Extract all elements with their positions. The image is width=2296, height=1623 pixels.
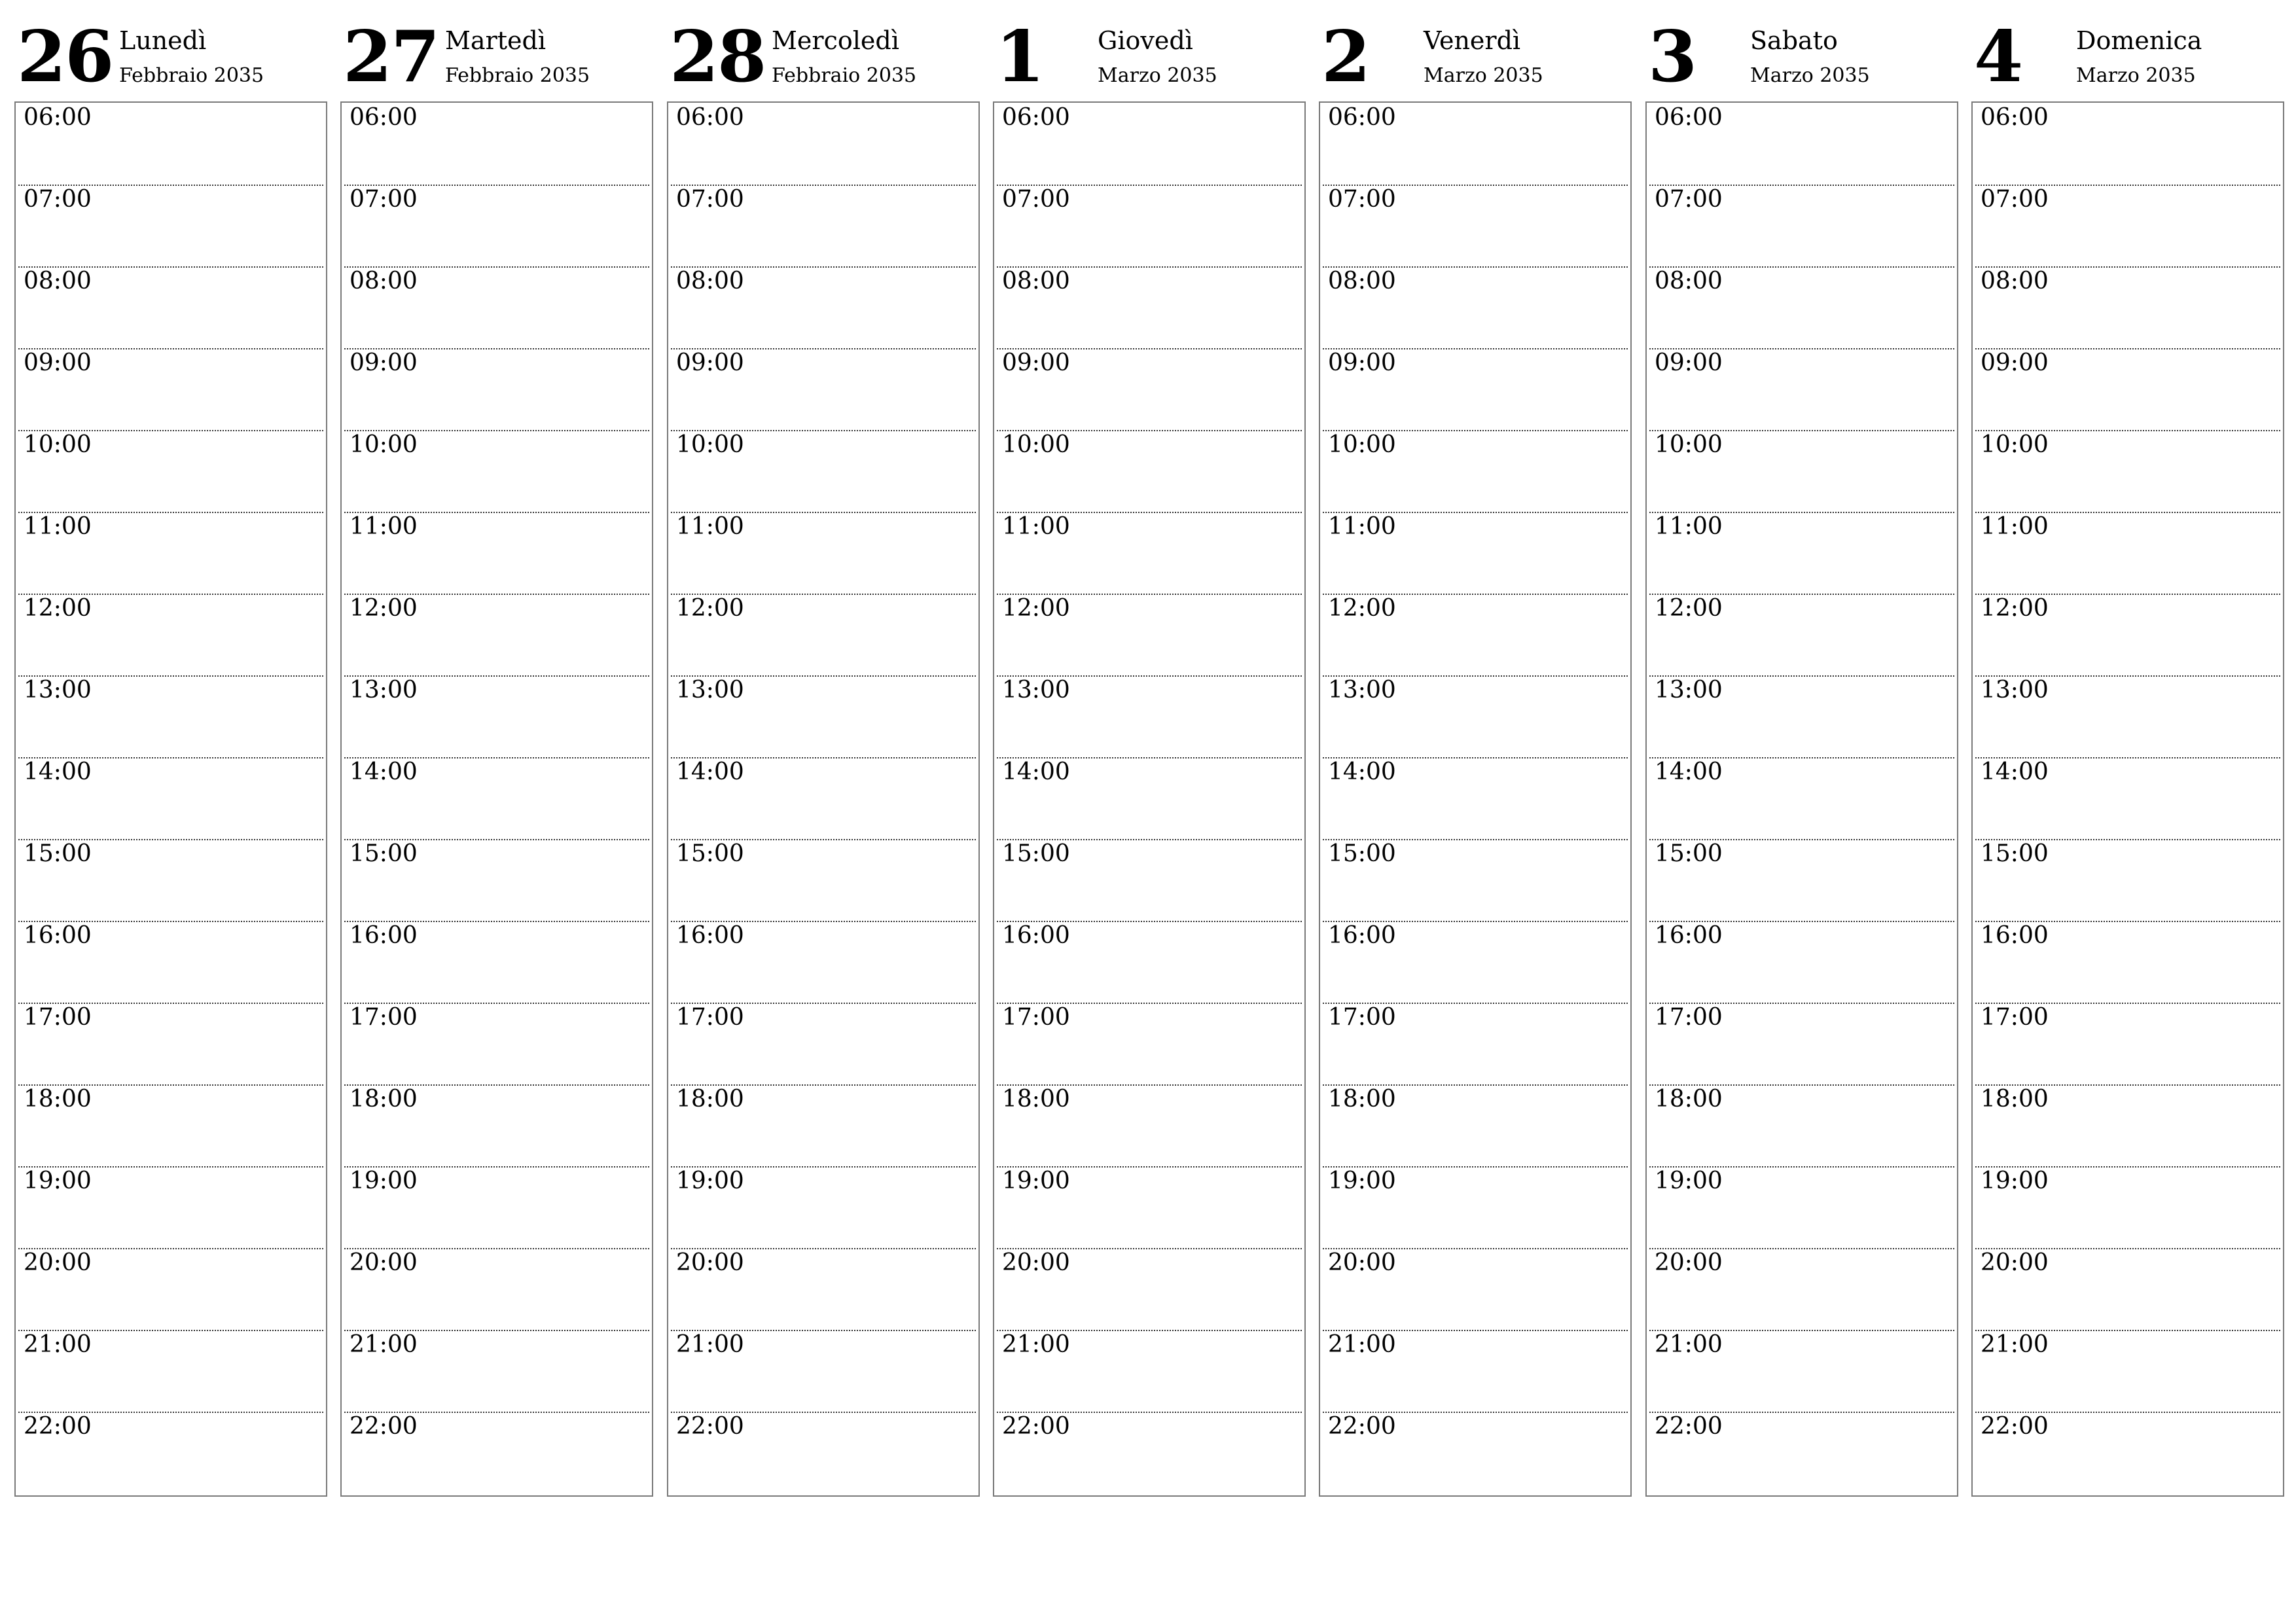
hour-label: 18:00 bbox=[1002, 1086, 1070, 1113]
hour-slot[interactable] bbox=[1647, 921, 1957, 1003]
hour-slot[interactable] bbox=[994, 103, 1304, 185]
hour-label: 13:00 bbox=[350, 677, 418, 704]
hour-slot[interactable] bbox=[668, 348, 978, 430]
hour-slot[interactable] bbox=[16, 266, 326, 348]
hour-label: 11:00 bbox=[676, 513, 744, 540]
hour-slot[interactable] bbox=[342, 1003, 652, 1084]
hour-label: 14:00 bbox=[676, 758, 744, 785]
hour-slot[interactable] bbox=[1320, 103, 1630, 185]
hour-slot[interactable] bbox=[342, 675, 652, 757]
hour-slot[interactable] bbox=[668, 266, 978, 348]
hour-slot[interactable] bbox=[1973, 185, 2283, 266]
hour-label: 06:00 bbox=[676, 104, 744, 131]
hour-label: 14:00 bbox=[1002, 758, 1070, 785]
hour-slot[interactable] bbox=[1973, 1330, 2283, 1412]
hour-slot[interactable] bbox=[1973, 1003, 2283, 1084]
hour-slot[interactable] bbox=[1973, 594, 2283, 675]
day-name: Sabato bbox=[1750, 26, 1838, 55]
hour-slot[interactable] bbox=[1647, 1003, 1957, 1084]
hour-label: 09:00 bbox=[350, 349, 418, 376]
hour-label: 21:00 bbox=[1328, 1331, 1396, 1358]
hour-label: 06:00 bbox=[24, 104, 92, 131]
hour-label: 20:00 bbox=[350, 1249, 418, 1276]
hour-slot[interactable] bbox=[342, 348, 652, 430]
hour-slot[interactable] bbox=[342, 1248, 652, 1330]
hour-slot[interactable] bbox=[1647, 1166, 1957, 1248]
day-hour-grid bbox=[1645, 101, 1958, 1497]
hour-label: 07:00 bbox=[1981, 186, 2049, 213]
hour-slot[interactable] bbox=[1973, 921, 2283, 1003]
hour-slot[interactable] bbox=[1320, 757, 1630, 839]
hour-label: 22:00 bbox=[24, 1413, 92, 1440]
hour-slot[interactable] bbox=[994, 1003, 1304, 1084]
hour-label: 17:00 bbox=[1655, 1004, 1723, 1031]
hour-label: 19:00 bbox=[1655, 1168, 1723, 1194]
hour-label: 09:00 bbox=[1981, 349, 2049, 376]
hour-label: 10:00 bbox=[24, 431, 92, 458]
hour-slot[interactable] bbox=[1973, 266, 2283, 348]
day-number: 27 bbox=[343, 16, 439, 98]
hour-slot[interactable] bbox=[1647, 185, 1957, 266]
hour-slot[interactable] bbox=[1647, 103, 1957, 185]
hour-slot[interactable] bbox=[342, 1412, 652, 1493]
hour-slot[interactable] bbox=[994, 430, 1304, 512]
hour-slot[interactable] bbox=[1973, 348, 2283, 430]
hour-slot[interactable] bbox=[342, 103, 652, 185]
hour-slot[interactable] bbox=[16, 1084, 326, 1166]
hour-label: 18:00 bbox=[24, 1086, 92, 1113]
hour-label: 14:00 bbox=[350, 758, 418, 785]
hour-label: 11:00 bbox=[1655, 513, 1723, 540]
hour-label: 20:00 bbox=[1002, 1249, 1070, 1276]
day-header bbox=[14, 0, 327, 98]
hour-slot[interactable] bbox=[994, 921, 1304, 1003]
hour-slot[interactable] bbox=[994, 1166, 1304, 1248]
hour-label: 11:00 bbox=[1002, 513, 1070, 540]
hour-slot[interactable] bbox=[16, 1248, 326, 1330]
hour-slot[interactable] bbox=[1973, 675, 2283, 757]
hour-label: 12:00 bbox=[676, 595, 744, 622]
day-hour-grid bbox=[1319, 101, 1632, 1497]
hour-slot[interactable] bbox=[1647, 757, 1957, 839]
hour-label: 21:00 bbox=[24, 1331, 92, 1358]
hour-label: 14:00 bbox=[24, 758, 92, 785]
hour-label: 15:00 bbox=[676, 840, 744, 867]
hour-slot[interactable] bbox=[994, 757, 1304, 839]
hour-slot[interactable] bbox=[668, 185, 978, 266]
hour-label: 21:00 bbox=[1655, 1331, 1723, 1358]
hour-label: 22:00 bbox=[350, 1413, 418, 1440]
hour-slot[interactable] bbox=[1973, 103, 2283, 185]
hour-label: 07:00 bbox=[1655, 186, 1723, 213]
hour-label: 20:00 bbox=[676, 1249, 744, 1276]
hour-slot[interactable] bbox=[16, 675, 326, 757]
hour-label: 16:00 bbox=[24, 922, 92, 949]
hour-slot[interactable] bbox=[1973, 839, 2283, 921]
hour-slot[interactable] bbox=[668, 103, 978, 185]
hour-slot[interactable] bbox=[994, 675, 1304, 757]
hour-label: 20:00 bbox=[24, 1249, 92, 1276]
hour-slot[interactable] bbox=[668, 512, 978, 594]
hour-slot[interactable] bbox=[1320, 675, 1630, 757]
hour-label: 09:00 bbox=[24, 349, 92, 376]
day-number: 28 bbox=[670, 16, 766, 98]
hour-label: 08:00 bbox=[676, 268, 744, 294]
hour-slot[interactable] bbox=[16, 1330, 326, 1412]
hour-slot[interactable] bbox=[994, 1330, 1304, 1412]
hour-slot[interactable] bbox=[1647, 1412, 1957, 1493]
hour-label: 19:00 bbox=[24, 1168, 92, 1194]
day-number: 4 bbox=[1974, 16, 2022, 98]
hour-label: 13:00 bbox=[24, 677, 92, 704]
hour-slot[interactable] bbox=[1647, 430, 1957, 512]
hour-slot[interactable] bbox=[1647, 348, 1957, 430]
hour-label: 12:00 bbox=[1981, 595, 2049, 622]
hour-label: 13:00 bbox=[1328, 677, 1396, 704]
hour-slot[interactable] bbox=[16, 185, 326, 266]
hour-slot[interactable] bbox=[994, 512, 1304, 594]
day-hour-grid bbox=[667, 101, 980, 1497]
hour-label: 18:00 bbox=[676, 1086, 744, 1113]
hour-label: 16:00 bbox=[1328, 922, 1396, 949]
hour-label: 15:00 bbox=[1981, 840, 2049, 867]
day-header bbox=[1319, 0, 1632, 98]
hour-label: 17:00 bbox=[1002, 1004, 1070, 1031]
day-month: Febbraio 2035 bbox=[772, 64, 917, 87]
hour-slot[interactable] bbox=[994, 1248, 1304, 1330]
hour-slot[interactable] bbox=[16, 839, 326, 921]
hour-label: 15:00 bbox=[24, 840, 92, 867]
hour-label: 09:00 bbox=[1002, 349, 1070, 376]
day-name: Martedì bbox=[445, 26, 546, 55]
hour-label: 13:00 bbox=[676, 677, 744, 704]
hour-slot[interactable] bbox=[16, 1412, 326, 1493]
hour-slot[interactable] bbox=[668, 839, 978, 921]
hour-slot[interactable] bbox=[668, 1330, 978, 1412]
hour-slot[interactable] bbox=[16, 348, 326, 430]
day-header bbox=[1645, 0, 1958, 98]
day-header bbox=[340, 0, 653, 98]
hour-label: 12:00 bbox=[1002, 595, 1070, 622]
hour-label: 19:00 bbox=[676, 1168, 744, 1194]
day-number: 2 bbox=[1321, 16, 1370, 98]
hour-label: 16:00 bbox=[350, 922, 418, 949]
hour-slot[interactable] bbox=[994, 185, 1304, 266]
day-month: Marzo 2035 bbox=[1750, 64, 1870, 87]
hour-label: 11:00 bbox=[1328, 513, 1396, 540]
hour-label: 17:00 bbox=[676, 1004, 744, 1031]
hour-label: 08:00 bbox=[1981, 268, 2049, 294]
hour-slot[interactable] bbox=[342, 921, 652, 1003]
hour-label: 10:00 bbox=[350, 431, 418, 458]
hour-slot[interactable] bbox=[1647, 1084, 1957, 1166]
hour-label: 21:00 bbox=[1002, 1331, 1070, 1358]
hour-slot[interactable] bbox=[16, 921, 326, 1003]
hour-label: 06:00 bbox=[1328, 104, 1396, 131]
day-number: 1 bbox=[996, 16, 1044, 98]
hour-label: 13:00 bbox=[1981, 677, 2049, 704]
hour-label: 20:00 bbox=[1655, 1249, 1723, 1276]
hour-label: 19:00 bbox=[1002, 1168, 1070, 1194]
hour-slot[interactable] bbox=[1320, 185, 1630, 266]
hour-slot[interactable] bbox=[1647, 1248, 1957, 1330]
hour-slot[interactable] bbox=[342, 757, 652, 839]
hour-slot[interactable] bbox=[1647, 594, 1957, 675]
hour-slot[interactable] bbox=[668, 1248, 978, 1330]
hour-label: 17:00 bbox=[24, 1004, 92, 1031]
hour-slot[interactable] bbox=[1647, 1330, 1957, 1412]
hour-slot[interactable] bbox=[1647, 512, 1957, 594]
hour-label: 10:00 bbox=[1655, 431, 1723, 458]
day-month: Marzo 2035 bbox=[1098, 64, 1217, 87]
hour-slot[interactable] bbox=[1320, 430, 1630, 512]
hour-slot[interactable] bbox=[342, 185, 652, 266]
hour-slot[interactable] bbox=[994, 594, 1304, 675]
hour-label: 12:00 bbox=[350, 595, 418, 622]
hour-label: 15:00 bbox=[350, 840, 418, 867]
hour-label: 22:00 bbox=[1328, 1413, 1396, 1440]
hour-label: 08:00 bbox=[1002, 268, 1070, 294]
hour-label: 07:00 bbox=[676, 186, 744, 213]
day-hour-grid bbox=[340, 101, 653, 1497]
hour-slot[interactable] bbox=[1320, 594, 1630, 675]
hour-label: 18:00 bbox=[1981, 1086, 2049, 1113]
day-month: Febbraio 2035 bbox=[119, 64, 264, 87]
hour-slot[interactable] bbox=[994, 266, 1304, 348]
hour-label: 11:00 bbox=[350, 513, 418, 540]
hour-slot[interactable] bbox=[668, 757, 978, 839]
hour-label: 15:00 bbox=[1655, 840, 1723, 867]
hour-label: 16:00 bbox=[676, 922, 744, 949]
hour-label: 15:00 bbox=[1328, 840, 1396, 867]
day-hour-grid bbox=[1971, 101, 2284, 1497]
hour-label: 08:00 bbox=[1328, 268, 1396, 294]
hour-label: 20:00 bbox=[1981, 1249, 2049, 1276]
day-header bbox=[1971, 0, 2284, 98]
hour-slot[interactable] bbox=[1320, 1248, 1630, 1330]
hour-slot[interactable] bbox=[342, 594, 652, 675]
hour-slot[interactable] bbox=[1647, 839, 1957, 921]
hour-label: 22:00 bbox=[1002, 1413, 1070, 1440]
hour-slot[interactable] bbox=[1973, 757, 2283, 839]
hour-slot[interactable] bbox=[1320, 839, 1630, 921]
hour-label: 21:00 bbox=[676, 1331, 744, 1358]
day-header bbox=[667, 0, 980, 98]
hour-slot[interactable] bbox=[342, 1084, 652, 1166]
hour-label: 07:00 bbox=[24, 186, 92, 213]
hour-slot[interactable] bbox=[16, 757, 326, 839]
hour-slot[interactable] bbox=[668, 1166, 978, 1248]
day-hour-grid bbox=[993, 101, 1306, 1497]
hour-label: 19:00 bbox=[1328, 1168, 1396, 1194]
hour-slot[interactable] bbox=[16, 1166, 326, 1248]
hour-label: 14:00 bbox=[1981, 758, 2049, 785]
hour-slot[interactable] bbox=[668, 1084, 978, 1166]
hour-slot[interactable] bbox=[342, 266, 652, 348]
hour-slot[interactable] bbox=[1973, 1166, 2283, 1248]
hour-slot[interactable] bbox=[1320, 1084, 1630, 1166]
hour-slot[interactable] bbox=[668, 921, 978, 1003]
hour-slot[interactable] bbox=[994, 1412, 1304, 1493]
hour-label: 18:00 bbox=[350, 1086, 418, 1113]
day-month: Marzo 2035 bbox=[2076, 64, 2196, 87]
hour-slot[interactable] bbox=[1973, 430, 2283, 512]
hour-label: 17:00 bbox=[1328, 1004, 1396, 1031]
hour-slot[interactable] bbox=[1973, 1412, 2283, 1493]
hour-slot[interactable] bbox=[1320, 512, 1630, 594]
hour-label: 08:00 bbox=[350, 268, 418, 294]
hour-slot[interactable] bbox=[668, 430, 978, 512]
hour-label: 06:00 bbox=[1981, 104, 2049, 131]
hour-slot[interactable] bbox=[668, 1412, 978, 1493]
hour-label: 19:00 bbox=[350, 1168, 418, 1194]
day-name: Domenica bbox=[2076, 26, 2202, 55]
hour-label: 09:00 bbox=[1328, 349, 1396, 376]
hour-label: 21:00 bbox=[350, 1331, 418, 1358]
hour-slot[interactable] bbox=[668, 675, 978, 757]
hour-label: 14:00 bbox=[1328, 758, 1396, 785]
hour-label: 18:00 bbox=[1655, 1086, 1723, 1113]
hour-label: 09:00 bbox=[676, 349, 744, 376]
day-month: Febbraio 2035 bbox=[445, 64, 590, 87]
hour-label: 15:00 bbox=[1002, 840, 1070, 867]
hour-slot[interactable] bbox=[1973, 1084, 2283, 1166]
hour-label: 14:00 bbox=[1655, 758, 1723, 785]
hour-label: 16:00 bbox=[1981, 922, 2049, 949]
day-hour-grid bbox=[14, 101, 327, 1497]
hour-label: 09:00 bbox=[1655, 349, 1723, 376]
hour-label: 19:00 bbox=[1981, 1168, 2049, 1194]
hour-label: 06:00 bbox=[1655, 104, 1723, 131]
hour-slot[interactable] bbox=[1973, 1248, 2283, 1330]
hour-slot[interactable] bbox=[342, 839, 652, 921]
hour-slot[interactable] bbox=[342, 512, 652, 594]
day-name: Venerdì bbox=[1424, 26, 1521, 55]
hour-label: 17:00 bbox=[1981, 1004, 2049, 1031]
hour-slot[interactable] bbox=[1647, 266, 1957, 348]
hour-slot[interactable] bbox=[16, 512, 326, 594]
hour-label: 11:00 bbox=[1981, 513, 2049, 540]
hour-label: 12:00 bbox=[24, 595, 92, 622]
hour-label: 10:00 bbox=[1002, 431, 1070, 458]
hour-slot[interactable] bbox=[342, 1166, 652, 1248]
hour-slot[interactable] bbox=[1320, 348, 1630, 430]
hour-label: 21:00 bbox=[1981, 1331, 2049, 1358]
day-number: 26 bbox=[17, 16, 113, 98]
day-month: Marzo 2035 bbox=[1424, 64, 1543, 87]
hour-slot[interactable] bbox=[1320, 921, 1630, 1003]
hour-label: 17:00 bbox=[350, 1004, 418, 1031]
hour-slot[interactable] bbox=[16, 594, 326, 675]
hour-label: 16:00 bbox=[1655, 922, 1723, 949]
hour-label: 20:00 bbox=[1328, 1249, 1396, 1276]
hour-slot[interactable] bbox=[994, 839, 1304, 921]
hour-label: 10:00 bbox=[1328, 431, 1396, 458]
hour-label: 07:00 bbox=[1002, 186, 1070, 213]
hour-slot[interactable] bbox=[668, 1003, 978, 1084]
day-header bbox=[993, 0, 1306, 98]
hour-slot[interactable] bbox=[1320, 1412, 1630, 1493]
hour-label: 10:00 bbox=[1981, 431, 2049, 458]
hour-label: 12:00 bbox=[1655, 595, 1723, 622]
hour-label: 07:00 bbox=[1328, 186, 1396, 213]
hour-slot[interactable] bbox=[994, 1084, 1304, 1166]
hour-slot[interactable] bbox=[1320, 266, 1630, 348]
hour-label: 22:00 bbox=[1981, 1413, 2049, 1440]
hour-slot[interactable] bbox=[668, 594, 978, 675]
hour-label: 12:00 bbox=[1328, 595, 1396, 622]
hour-label: 13:00 bbox=[1655, 677, 1723, 704]
hour-label: 11:00 bbox=[24, 513, 92, 540]
hour-label: 07:00 bbox=[350, 186, 418, 213]
hour-label: 08:00 bbox=[1655, 268, 1723, 294]
hour-slot[interactable] bbox=[1320, 1166, 1630, 1248]
hour-label: 22:00 bbox=[1655, 1413, 1723, 1440]
hour-slot[interactable] bbox=[1320, 1003, 1630, 1084]
hour-label: 16:00 bbox=[1002, 922, 1070, 949]
hour-label: 08:00 bbox=[24, 268, 92, 294]
hour-label: 13:00 bbox=[1002, 677, 1070, 704]
hour-label: 10:00 bbox=[676, 431, 744, 458]
hour-slot[interactable] bbox=[16, 103, 326, 185]
day-name: Mercoledì bbox=[772, 26, 899, 55]
hour-slot[interactable] bbox=[1647, 675, 1957, 757]
hour-slot[interactable] bbox=[16, 430, 326, 512]
hour-slot[interactable] bbox=[1320, 1330, 1630, 1412]
hour-slot[interactable] bbox=[342, 1330, 652, 1412]
day-name: Giovedì bbox=[1098, 26, 1193, 55]
hour-label: 18:00 bbox=[1328, 1086, 1396, 1113]
hour-slot[interactable] bbox=[1973, 512, 2283, 594]
hour-slot[interactable] bbox=[16, 1003, 326, 1084]
hour-slot[interactable] bbox=[994, 348, 1304, 430]
day-number: 3 bbox=[1648, 16, 1696, 98]
day-name: Lunedì bbox=[119, 26, 207, 55]
hour-label: 06:00 bbox=[1002, 104, 1070, 131]
hour-slot[interactable] bbox=[342, 430, 652, 512]
hour-label: 06:00 bbox=[350, 104, 418, 131]
hour-label: 22:00 bbox=[676, 1413, 744, 1440]
